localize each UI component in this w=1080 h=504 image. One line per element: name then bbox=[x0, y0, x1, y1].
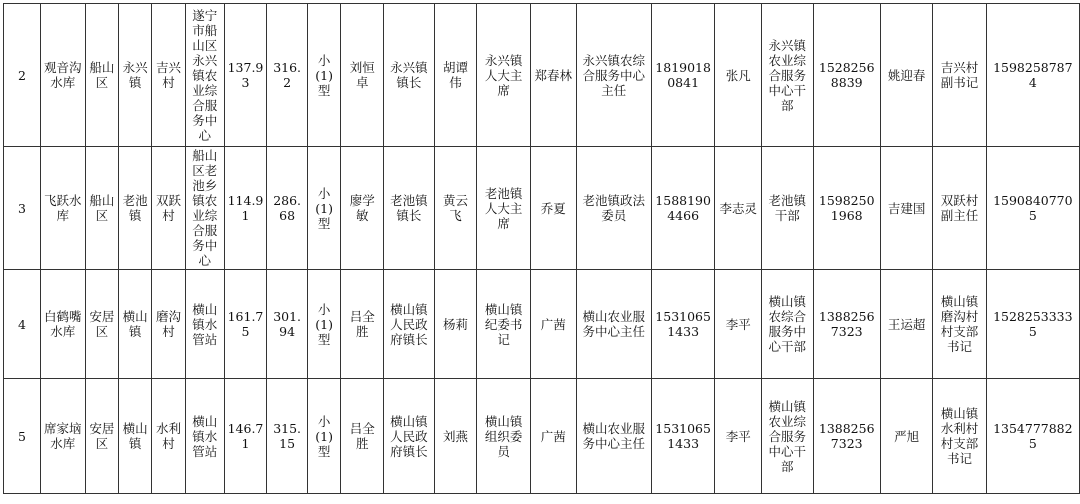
capacity-cell: 301.94 bbox=[267, 270, 308, 379]
row-number: 3 bbox=[4, 147, 41, 270]
village-responsible-title: 横山镇磨沟村村支部书记 bbox=[933, 270, 986, 379]
village-responsible-phone: 15282533335 bbox=[986, 270, 1079, 379]
admin-responsible-name: 吕全胜 bbox=[341, 379, 384, 494]
inspection-responsible-phone: 18190180841 bbox=[651, 4, 715, 147]
inspection-responsible-phone: 15310651433 bbox=[651, 270, 715, 379]
patrol-responsible-title: 永兴镇农业综合服务中心干部 bbox=[762, 4, 813, 147]
admin-responsible-name: 刘恒卓 bbox=[341, 4, 384, 147]
patrol-responsible-phone: 13882567323 bbox=[813, 379, 880, 494]
table-row bbox=[4, 147, 1080, 270]
patrol-responsible-phone: 15982501968 bbox=[813, 147, 880, 270]
scale-cell: 小(1)型 bbox=[307, 379, 340, 494]
table-row bbox=[4, 4, 1080, 147]
town-cell: 永兴镇 bbox=[119, 4, 152, 147]
inspection-responsible-name: 广茜 bbox=[530, 379, 576, 494]
patrol-responsible-phone: 15282568839 bbox=[813, 4, 880, 147]
manager-unit-cell: 遂宁市船山区永兴镇农业综合服务中心 bbox=[185, 4, 224, 147]
village-responsible-title: 双跃村副主任 bbox=[933, 147, 986, 270]
manager-unit-cell: 船山区老池乡镇农业综合服务中心 bbox=[185, 147, 224, 270]
town-cell: 老池镇 bbox=[119, 147, 152, 270]
tech-responsible-name: 胡谭伟 bbox=[434, 4, 477, 147]
village-responsible-phone: 15908407705 bbox=[986, 147, 1079, 270]
manager-unit-cell: 横山镇水管站 bbox=[185, 379, 224, 494]
reservoir-name: 飞跃水库 bbox=[40, 147, 85, 270]
area-cell: 161.75 bbox=[224, 270, 267, 379]
admin-responsible-title: 永兴镇镇长 bbox=[384, 4, 435, 147]
village-responsible-name: 姚迎春 bbox=[880, 4, 932, 147]
area-cell: 137.93 bbox=[224, 4, 267, 147]
inspection-responsible-title: 永兴镇农综合服务中心主任 bbox=[576, 4, 651, 147]
patrol-responsible-title: 横山镇农综合服务中心干部 bbox=[762, 270, 813, 379]
patrol-responsible-title: 横山镇农业综合服务中心干部 bbox=[762, 379, 813, 494]
village-cell: 水利村 bbox=[152, 379, 185, 494]
tech-responsible-title: 横山镇纪委书记 bbox=[477, 270, 530, 379]
inspection-responsible-title: 老池镇政法委员 bbox=[576, 147, 651, 270]
patrol-responsible-name: 张凡 bbox=[715, 4, 762, 147]
town-cell: 横山镇 bbox=[119, 270, 152, 379]
district-cell: 船山区 bbox=[85, 147, 118, 270]
patrol-responsible-name: 李志灵 bbox=[715, 147, 762, 270]
patrol-responsible-name: 李平 bbox=[715, 270, 762, 379]
admin-responsible-title: 横山镇人民政府镇长 bbox=[384, 379, 435, 494]
capacity-cell: 316.2 bbox=[267, 4, 308, 147]
table-row bbox=[4, 379, 1080, 494]
village-responsible-title: 横山镇水利村村支部书记 bbox=[933, 379, 986, 494]
village-cell: 双跃村 bbox=[152, 147, 185, 270]
village-responsible-phone: 13547778825 bbox=[986, 379, 1079, 494]
admin-responsible-title: 横山镇人民政府镇长 bbox=[384, 270, 435, 379]
village-cell: 吉兴村 bbox=[152, 4, 185, 147]
inspection-responsible-name: 乔夏 bbox=[530, 147, 576, 270]
district-cell: 安居区 bbox=[85, 379, 118, 494]
tech-responsible-title: 横山镇组织委员 bbox=[477, 379, 530, 494]
scale-cell: 小(1)型 bbox=[307, 147, 340, 270]
village-responsible-name: 吉建国 bbox=[880, 147, 932, 270]
area-cell: 114.91 bbox=[224, 147, 267, 270]
reservoir-name: 观音沟水库 bbox=[40, 4, 85, 147]
admin-responsible-name: 廖学敏 bbox=[341, 147, 384, 270]
admin-responsible-name: 吕全胜 bbox=[341, 270, 384, 379]
reservoir-name: 白鹤嘴水库 bbox=[40, 270, 85, 379]
scale-cell: 小(1)型 bbox=[307, 270, 340, 379]
tech-responsible-name: 杨莉 bbox=[434, 270, 477, 379]
inspection-responsible-phone: 15881904466 bbox=[651, 147, 715, 270]
patrol-responsible-name: 李平 bbox=[715, 379, 762, 494]
manager-unit-cell: 横山镇水管站 bbox=[185, 270, 224, 379]
village-responsible-name: 王运超 bbox=[880, 270, 932, 379]
reservoir-responsibility-table bbox=[3, 3, 1080, 494]
inspection-responsible-name: 郑春林 bbox=[530, 4, 576, 147]
patrol-responsible-phone: 13882567323 bbox=[813, 270, 880, 379]
capacity-cell: 315.15 bbox=[267, 379, 308, 494]
tech-responsible-title: 永兴镇人大主席 bbox=[477, 4, 530, 147]
district-cell: 安居区 bbox=[85, 270, 118, 379]
inspection-responsible-title: 横山农业服务中心主任 bbox=[576, 379, 651, 494]
tech-responsible-name: 黄云飞 bbox=[434, 147, 477, 270]
patrol-responsible-title: 老池镇干部 bbox=[762, 147, 813, 270]
row-number: 4 bbox=[4, 270, 41, 379]
row-number: 2 bbox=[4, 4, 41, 147]
tech-responsible-title: 老池镇人大主席 bbox=[477, 147, 530, 270]
capacity-cell: 286.68 bbox=[267, 147, 308, 270]
district-cell: 船山区 bbox=[85, 4, 118, 147]
village-responsible-phone: 15982587874 bbox=[986, 4, 1079, 147]
village-cell: 磨沟村 bbox=[152, 270, 185, 379]
village-responsible-name: 严旭 bbox=[880, 379, 932, 494]
tech-responsible-name: 刘燕 bbox=[434, 379, 477, 494]
table-row bbox=[4, 270, 1080, 379]
inspection-responsible-name: 广茜 bbox=[530, 270, 576, 379]
row-number: 5 bbox=[4, 379, 41, 494]
village-responsible-title: 吉兴村副书记 bbox=[933, 4, 986, 147]
admin-responsible-title: 老池镇镇长 bbox=[384, 147, 435, 270]
area-cell: 146.71 bbox=[224, 379, 267, 494]
scale-cell: 小(1)型 bbox=[307, 4, 340, 147]
inspection-responsible-title: 横山农业服务中心主任 bbox=[576, 270, 651, 379]
reservoir-name: 席家垴水库 bbox=[40, 379, 85, 494]
inspection-responsible-phone: 15310651433 bbox=[651, 379, 715, 494]
town-cell: 横山镇 bbox=[119, 379, 152, 494]
